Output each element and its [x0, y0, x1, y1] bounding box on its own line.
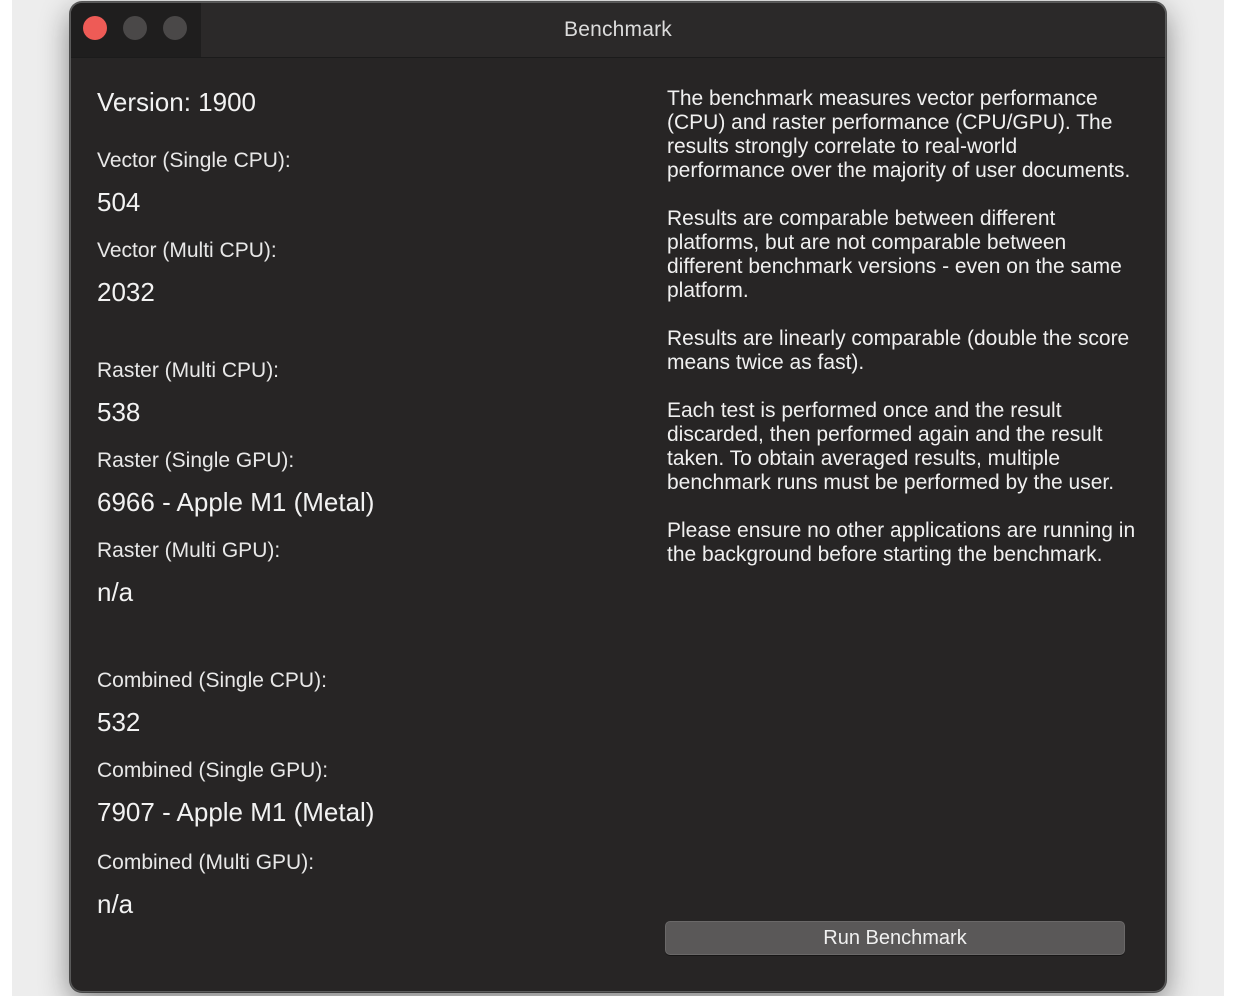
combined-single-gpu-value: 7907 - Apple M1 (Metal)	[97, 797, 375, 827]
combined-single-cpu-label: Combined (Single CPU):	[97, 669, 327, 692]
vector-single-cpu-value: 504	[97, 187, 141, 217]
combined-single-cpu-value: 532	[97, 707, 141, 737]
vector-multi-cpu-label: Vector (Multi CPU):	[97, 239, 277, 262]
description-paragraph-procedure: Each test is performed once and the result discarded, then performed again and the result taken. To obtain averaged results, multiple benchmark runs must be performed by the user.	[667, 399, 1115, 494]
description-paragraph-background: Please ensure no other applications are running in the background before starting the benchmark.	[667, 519, 1136, 566]
raster-multi-cpu-value: 538	[97, 397, 141, 427]
raster-multi-gpu-value: n/a	[97, 577, 134, 607]
description-panel	[667, 87, 1137, 591]
raster-single-gpu-value: 6966 - Apple M1 (Metal)	[97, 487, 375, 517]
vector-multi-cpu-value: 2032	[97, 277, 155, 307]
version-label: Version: 1900	[97, 87, 257, 117]
benchmark-window	[70, 2, 1166, 992]
run-benchmark-button[interactable]: Run Benchmark	[665, 921, 1125, 955]
raster-multi-cpu-label: Raster (Multi CPU):	[97, 359, 280, 382]
title-bar[interactable]	[71, 3, 1165, 58]
raster-single-gpu-label: Raster (Single GPU):	[97, 449, 295, 472]
raster-multi-gpu-label: Raster (Multi GPU):	[97, 539, 281, 562]
combined-multi-gpu-label: Combined (Multi GPU):	[97, 851, 315, 874]
window-title: Benchmark	[563, 18, 672, 41]
combined-multi-gpu-value: n/a	[97, 889, 134, 919]
description-paragraph-comparable: Results are comparable between different platforms, but are not comparable between different benchmark versions - even on the same platform.	[667, 207, 1122, 302]
description-paragraph-linear: Results are linearly comparable (double the score means twice as fast).	[667, 327, 1130, 374]
combined-single-gpu-label: Combined (Single GPU):	[97, 759, 329, 782]
vector-single-cpu-label: Vector (Single CPU):	[97, 149, 291, 172]
description-paragraph-measures: The benchmark measures vector performance (CPU) and raster performance (CPU/GPU). The results strongly correlate to real-world performance over the majority of user documents.	[667, 87, 1131, 182]
